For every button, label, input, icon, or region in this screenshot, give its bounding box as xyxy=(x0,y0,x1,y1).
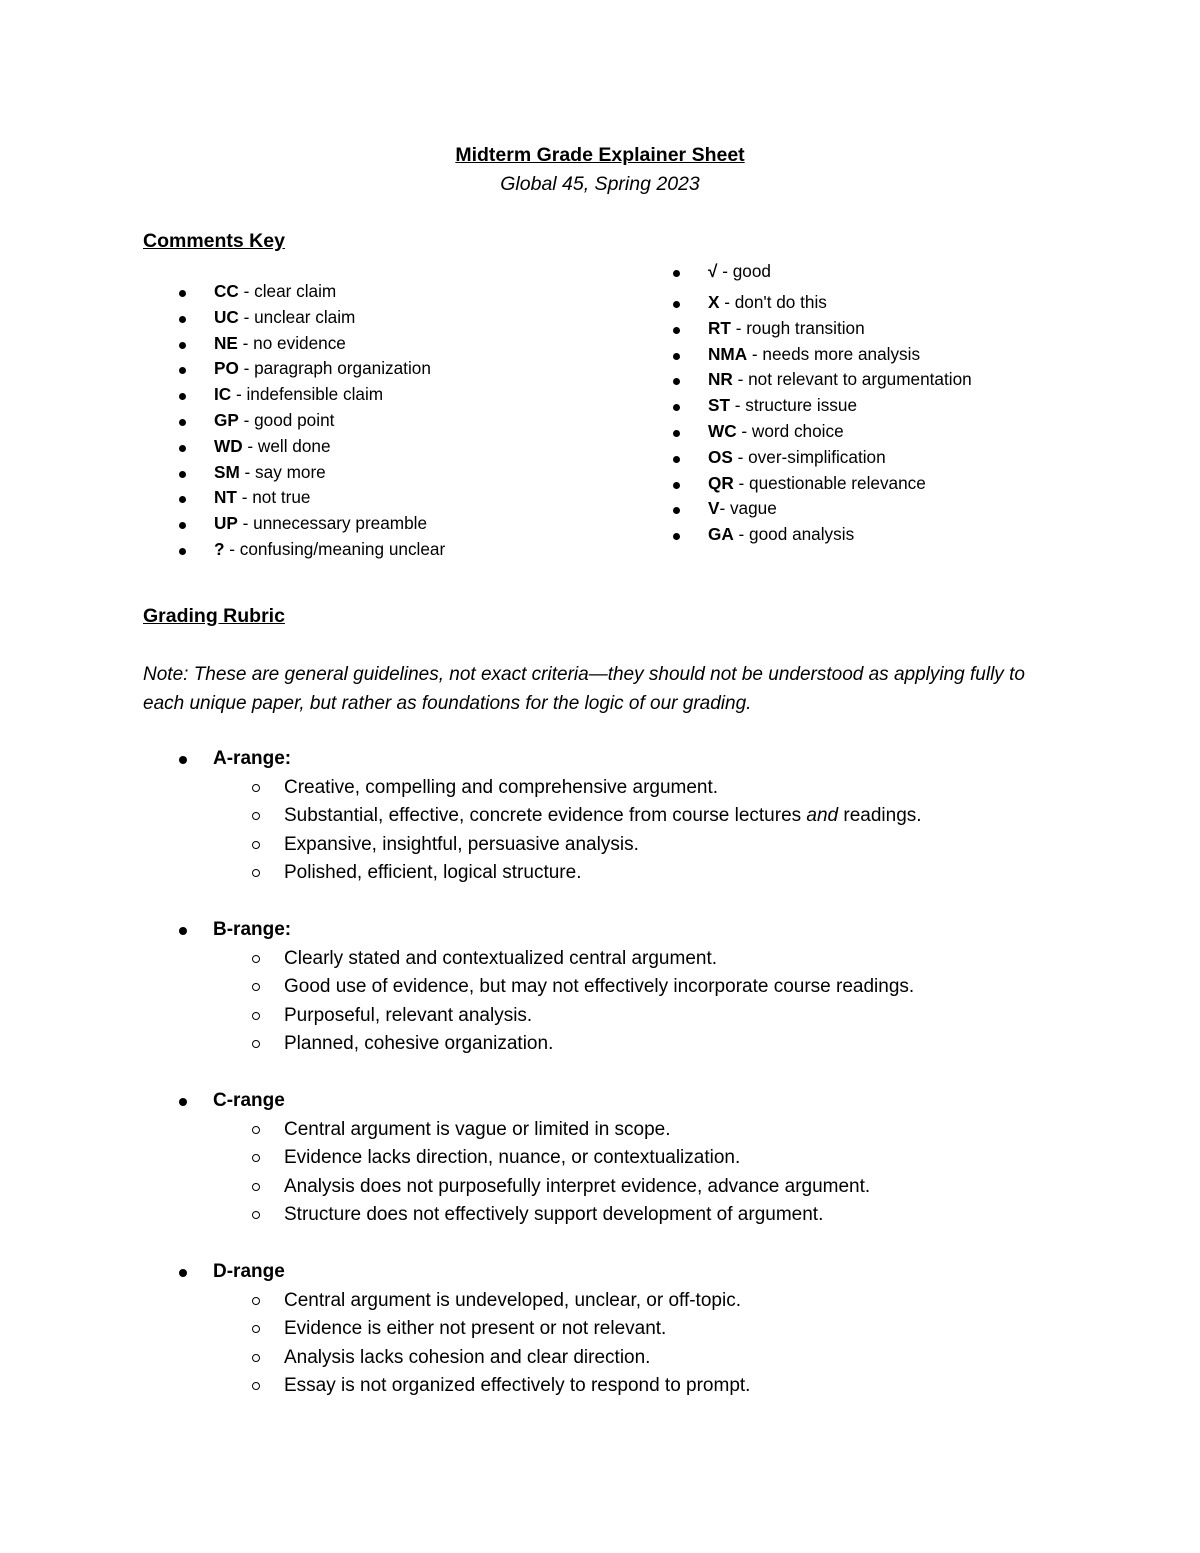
hollow-bullet-icon xyxy=(252,1325,260,1333)
criterion xyxy=(179,1030,914,1059)
criterion-text: Structure does not effectively support development of argument. xyxy=(284,1204,824,1225)
criterion xyxy=(179,859,922,888)
criterion xyxy=(179,1002,914,1031)
criterion-text: Planned, cohesive organization. xyxy=(284,1033,554,1054)
criterion-text: Central argument is vague or limited in scope. xyxy=(284,1118,671,1140)
criterion-emphasis: and xyxy=(806,805,839,826)
key-desc: - not true xyxy=(236,487,311,508)
key-item xyxy=(179,434,445,460)
key-code: RT xyxy=(708,317,731,338)
key-code: ? xyxy=(214,538,225,559)
bullet-icon xyxy=(179,367,186,374)
hollow-bullet-icon xyxy=(252,1154,260,1162)
rubric-note: Note: These are general guidelines, not exact criteria—they should not be understood as applying fully to each unique paper, but rather as foundations for the logic of our grading. xyxy=(143,664,1025,714)
key-code: X xyxy=(708,292,720,312)
key-item xyxy=(179,305,445,331)
criterion-text: Central argument is undeveloped, unclear, or off-topic. xyxy=(284,1289,741,1311)
range-label: A-range: xyxy=(213,748,292,769)
hollow-bullet-icon xyxy=(252,1211,260,1219)
key-code: WD xyxy=(214,435,243,456)
page-title: Midterm Grade Explainer Sheet xyxy=(455,144,745,166)
grading-rubric-heading: Grading Rubric xyxy=(143,605,285,627)
criterion-text: Polished, efficient, logical structure. xyxy=(284,862,582,883)
key-desc: - clear claim xyxy=(238,281,337,301)
key-code: GA xyxy=(708,524,734,545)
key-desc: - not relevant to argumentation xyxy=(732,369,972,390)
range-heading xyxy=(179,745,922,774)
key-desc: - unnecessary preamble xyxy=(237,513,428,534)
key-code: CC xyxy=(214,281,239,301)
bullet-icon xyxy=(179,290,186,297)
key-item xyxy=(673,367,972,393)
key-item xyxy=(179,279,445,305)
bullet-icon xyxy=(179,342,186,349)
key-code: V xyxy=(708,498,720,519)
bullet-icon xyxy=(179,445,186,452)
key-item xyxy=(673,316,972,342)
criterion xyxy=(179,831,922,860)
criterion-text: Creative, compelling and comprehensive argument. xyxy=(284,776,719,798)
range-heading xyxy=(179,1087,870,1116)
criterion-text-end: readings. xyxy=(838,805,922,826)
key-item xyxy=(673,471,972,497)
criterion-text: Expansive, insightful, persuasive analysis. xyxy=(284,833,639,855)
range-heading xyxy=(179,916,914,945)
hollow-bullet-icon xyxy=(252,784,260,792)
key-item xyxy=(673,259,972,290)
bullet-icon xyxy=(179,1098,187,1106)
hollow-bullet-icon xyxy=(252,812,260,820)
key-item xyxy=(179,408,445,434)
criterion-text: Good use of evidence, but may not effectively incorporate course readings. xyxy=(284,976,915,997)
key-item xyxy=(179,331,445,357)
bullet-icon xyxy=(179,496,186,503)
hollow-bullet-icon xyxy=(252,983,260,991)
bullet-icon xyxy=(179,316,186,323)
range-criteria-list xyxy=(179,945,914,1059)
criterion-text: Purposeful, relevant analysis. xyxy=(284,1004,533,1026)
criterion xyxy=(179,802,922,831)
key-code: NR xyxy=(708,369,733,390)
key-code: GP xyxy=(214,409,239,430)
bullet-icon xyxy=(179,419,186,426)
range-a xyxy=(179,745,922,888)
key-item xyxy=(673,522,972,548)
key-code: PO xyxy=(214,358,239,379)
key-code: SM xyxy=(214,461,240,482)
criterion xyxy=(179,973,914,1002)
comments-key-right-list xyxy=(673,259,972,548)
key-code: OS xyxy=(708,446,733,467)
bullet-icon xyxy=(673,456,680,463)
criterion xyxy=(179,1287,750,1316)
hollow-bullet-icon xyxy=(252,1183,260,1191)
key-desc: - unclear claim xyxy=(238,306,356,327)
key-desc: - structure issue xyxy=(729,395,858,416)
key-code: WC xyxy=(708,420,737,441)
criterion xyxy=(179,1315,750,1344)
hollow-bullet-icon xyxy=(252,1040,260,1048)
key-code: ST xyxy=(708,395,730,416)
range-d xyxy=(179,1258,750,1401)
key-item xyxy=(179,537,445,563)
key-desc: - no evidence xyxy=(237,332,346,353)
criterion xyxy=(179,774,922,803)
bullet-icon xyxy=(673,404,680,411)
criterion-text: Essay is not organized effectively to respond to prompt. xyxy=(284,1375,751,1396)
range-criteria-list xyxy=(179,1116,870,1230)
bullet-icon xyxy=(673,507,680,514)
criterion xyxy=(179,1201,870,1230)
bullet-icon xyxy=(673,301,680,308)
key-item xyxy=(179,382,445,408)
page-subtitle: Global 45, Spring 2023 xyxy=(500,173,700,195)
key-desc: - confusing/meaning unclear xyxy=(224,538,446,559)
range-c xyxy=(179,1087,870,1230)
bullet-icon xyxy=(179,1269,187,1277)
key-desc: - over-simplification xyxy=(732,446,886,467)
criterion xyxy=(179,945,914,974)
key-desc: - vague xyxy=(719,498,777,519)
range-heading xyxy=(179,1258,750,1287)
key-desc: - say more xyxy=(239,461,326,482)
hollow-bullet-icon xyxy=(252,1382,260,1390)
bullet-icon xyxy=(179,471,186,478)
key-desc: - good xyxy=(717,261,771,281)
hollow-bullet-icon xyxy=(252,1126,260,1134)
range-criteria-list xyxy=(179,1287,750,1401)
bullet-icon xyxy=(179,393,186,400)
key-item xyxy=(673,290,972,316)
range-b xyxy=(179,916,914,1059)
bullet-icon xyxy=(673,482,680,489)
criterion-text: Substantial, effective, concrete evidence from course lectures xyxy=(284,805,807,826)
hollow-bullet-icon xyxy=(252,841,260,849)
range-label: D-range xyxy=(213,1261,285,1282)
bullet-icon xyxy=(673,327,680,334)
bullet-icon xyxy=(673,378,680,385)
key-item xyxy=(673,393,972,419)
criterion xyxy=(179,1173,870,1202)
key-item xyxy=(673,342,972,368)
bullet-icon xyxy=(673,353,680,360)
criterion-text: Analysis does not purposefully interpret evidence, advance argument. xyxy=(284,1175,871,1197)
key-code: QR xyxy=(708,472,734,493)
key-desc: - good analysis xyxy=(733,524,855,545)
key-desc: - well done xyxy=(242,435,331,456)
range-label: C-range xyxy=(213,1090,285,1111)
bullet-icon xyxy=(179,548,186,555)
key-item xyxy=(179,356,445,382)
hollow-bullet-icon xyxy=(252,1012,260,1020)
key-desc: - questionable relevance xyxy=(733,472,926,493)
range-label: B-range: xyxy=(213,919,292,940)
key-code: UP xyxy=(214,513,238,534)
key-desc: - don't do this xyxy=(719,292,827,312)
bullet-icon xyxy=(179,522,186,529)
range-criteria-list xyxy=(179,774,922,888)
key-desc: - good point xyxy=(238,409,335,430)
key-desc: - indefensible claim xyxy=(231,384,384,405)
key-item xyxy=(179,511,445,537)
key-desc: - word choice xyxy=(736,420,844,441)
bullet-icon xyxy=(673,270,680,277)
bullet-icon xyxy=(673,430,680,437)
key-desc: - rough transition xyxy=(730,317,865,338)
key-desc: - needs more analysis xyxy=(747,343,921,364)
key-item xyxy=(673,419,972,445)
criterion-text: Clearly stated and contextualized central argument. xyxy=(284,947,718,969)
bullet-icon xyxy=(179,927,187,935)
key-item xyxy=(179,485,445,511)
key-code: IC xyxy=(214,384,232,405)
criterion-text: Evidence lacks direction, nuance, or contextualization. xyxy=(284,1147,741,1168)
criterion xyxy=(179,1116,870,1145)
key-code: √ xyxy=(708,261,718,281)
key-code: NE xyxy=(214,332,238,353)
criterion xyxy=(179,1144,870,1173)
key-code: NMA xyxy=(708,343,748,364)
key-code: NT xyxy=(214,487,237,508)
hollow-bullet-icon xyxy=(252,955,260,963)
key-item xyxy=(673,496,972,522)
key-desc: - paragraph organization xyxy=(238,358,431,379)
criterion-text: Evidence is either not present or not relevant. xyxy=(284,1318,667,1339)
criterion-text: Analysis lacks cohesion and clear direction. xyxy=(284,1346,651,1368)
hollow-bullet-icon xyxy=(252,1354,260,1362)
key-item xyxy=(673,445,972,471)
bullet-icon xyxy=(673,533,680,540)
hollow-bullet-icon xyxy=(252,869,260,877)
comments-key-heading: Comments Key xyxy=(143,230,285,252)
key-item xyxy=(179,460,445,486)
comments-key-left-list xyxy=(179,279,445,563)
hollow-bullet-icon xyxy=(252,1297,260,1305)
key-code: UC xyxy=(214,306,239,327)
criterion xyxy=(179,1372,750,1401)
bullet-icon xyxy=(179,756,187,764)
criterion xyxy=(179,1344,750,1373)
